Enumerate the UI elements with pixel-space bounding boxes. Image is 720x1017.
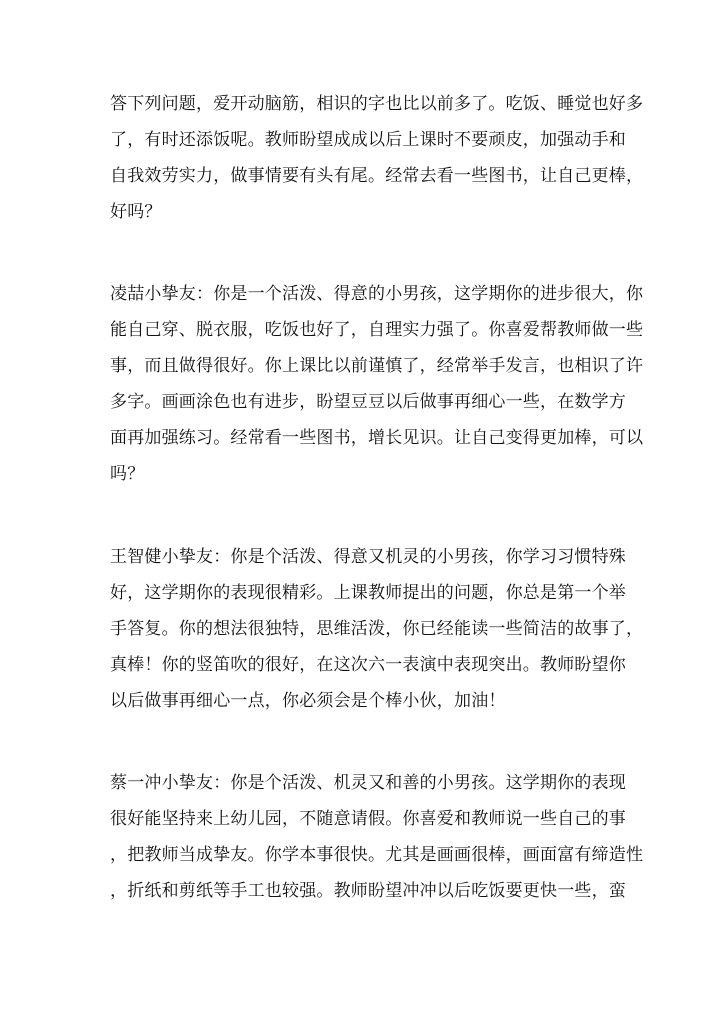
text-line: 多字。画画涂色也有进步，盼望豆豆以后做事再细心一些，在数学方 bbox=[110, 392, 626, 412]
text-line: 以后做事再细心一点，你必须会是个棒小伙，加油！ bbox=[110, 691, 506, 711]
text-line: 很好能坚持来上幼儿园，不随意请假。你喜爱和教师说一些自己的事 bbox=[110, 809, 626, 829]
text-line: 王智健小挚友：你是个活泼、得意又机灵的小男孩，你学习习惯特殊 bbox=[110, 547, 626, 567]
text-line: 凌喆小挚友：你是一个活泼、得意的小男孩，这学期你的进步很大，你 bbox=[110, 284, 644, 304]
text-line: 吗？ bbox=[110, 464, 145, 484]
paragraph-4 bbox=[110, 765, 644, 909]
paragraph-2 bbox=[110, 276, 644, 492]
text-line: 事，而且做得很好。你上课比以前谨慎了，经常举手发言，也相识了许 bbox=[110, 356, 644, 376]
text-line: 手答复。你的想法很独特，思维活泼，你已经能读一些简洁的故事了， bbox=[110, 619, 644, 639]
text-line: 自我效劳实力，做事情要有头有尾。经常去看一些图书，让自己更棒， bbox=[110, 166, 644, 186]
text-line: ，折纸和剪纸等手工也较强。教师盼望冲冲以后吃饭要更快一些，蛮 bbox=[110, 881, 626, 901]
text-line: 能自己穿、脱衣服，吃饭也好了，自理实力强了。你喜爱帮教师做一些 bbox=[110, 320, 644, 340]
text-line: 真棒！你的竖笛吹的很好，在这次六一表演中表现突出。教师盼望你 bbox=[110, 655, 626, 675]
text-line: ，把教师当成挚友。你学本事很快。尤其是画画很棒，画面富有缔造性 bbox=[110, 845, 644, 865]
text-line: 了，有时还添饭呢。教师盼望成成以后上课时不要顽皮，加强动手和 bbox=[110, 130, 626, 150]
text-line: 蔡一冲小挚友：你是个活泼、机灵又和善的小男孩。这学期你的表现 bbox=[110, 773, 626, 793]
text-line: 面再加强练习。经常看一些图书，增长见识。让自己变得更加棒，可以 bbox=[110, 428, 644, 448]
text-line: 答下列问题，爱开动脑筋，相识的字也比以前多了。吃饭、睡觉也好多 bbox=[110, 94, 644, 114]
paragraph-3 bbox=[110, 539, 644, 719]
paragraph-1 bbox=[110, 86, 644, 230]
text-line: 好，这学期你的表现很精彩。上课教师提出的问题，你总是第一个举 bbox=[110, 583, 626, 603]
text-line: 好吗？ bbox=[110, 202, 162, 222]
